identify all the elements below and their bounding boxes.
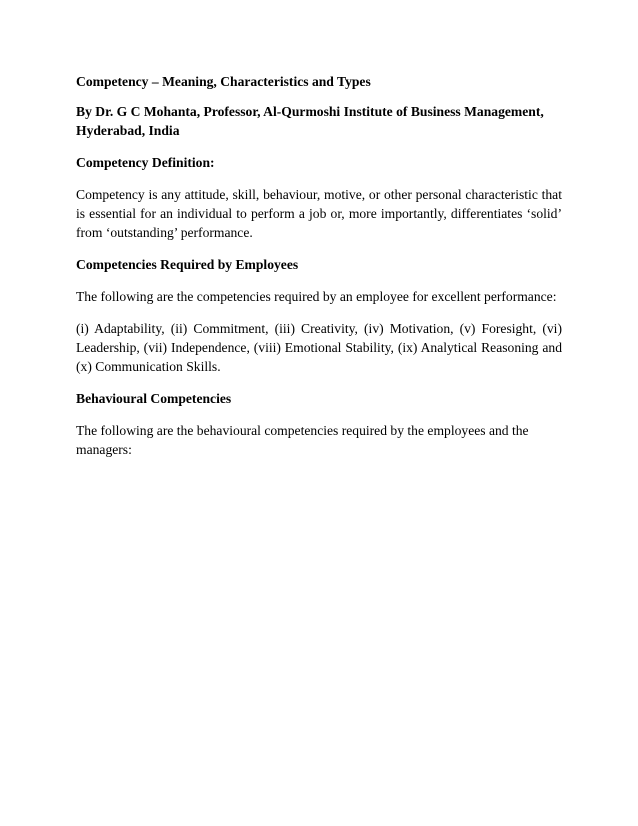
section-body-definition: Competency is any attitude, skill, behaviour, motive, or other personal characteristic that is essential for an individual to perform a job or, more importantly, differentiates ‘solid’ from ‘outstanding’ performance. bbox=[76, 187, 562, 240]
document-byline: By Dr. G C Mohanta, Professor, Al-Qurmoshi Institute of Business Management, Hyderabad, India bbox=[76, 104, 544, 138]
section-heading-behavioural-competencies: Behavioural Competencies bbox=[76, 391, 232, 406]
section-body-behavioural-competencies: The following are the behavioural competencies required by the employees and the managers: bbox=[76, 423, 529, 457]
section-heading-definition: Competency Definition: bbox=[76, 155, 215, 170]
section-body-employee-competencies: The following are the competencies required by an employee for excellent performance: bbox=[76, 289, 557, 304]
document-title: Competency – Meaning, Characteristics and Types bbox=[76, 74, 371, 89]
section-heading-employee-competencies: Competencies Required by Employees bbox=[76, 257, 299, 272]
competency-list: (i) Adaptability, (ii) Commitment, (iii) Creativity, (iv) Motivation, (v) Foresight, (vi) Leadership, (vii) Independence, (viii) Emotional Stability, (ix) Analytical Reasoning and (x) Communication Skills. bbox=[76, 321, 562, 374]
document-page bbox=[76, 72, 562, 472]
